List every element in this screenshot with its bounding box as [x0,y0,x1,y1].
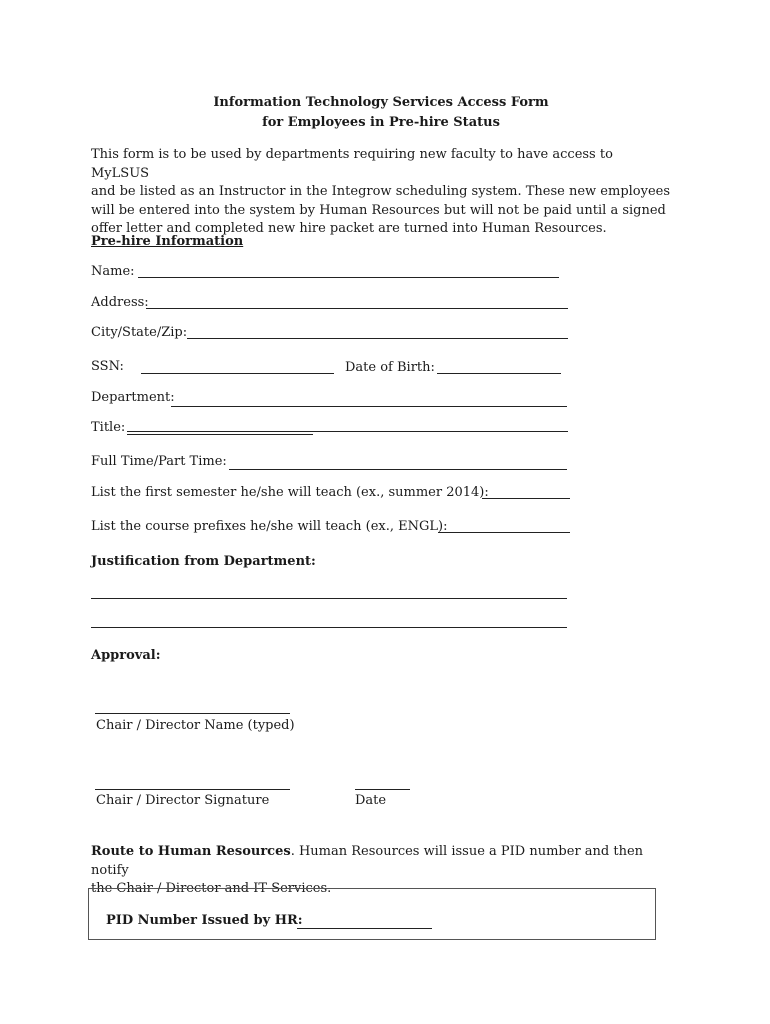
intro-line: and be listed as an Instructor in the Integrow scheduling system. These new employees [91,184,671,199]
intro-line: This form is to be used by departments requiring new faculty to have access to MyLSUS [91,147,613,181]
name-label: Name: [91,264,135,279]
course-prefixes-field[interactable] [438,518,570,533]
full-part-time-field[interactable] [229,455,567,470]
city-state-zip-label: City/State/Zip: [91,325,188,340]
title-field-underline [127,420,313,435]
justification-line-1[interactable] [91,584,567,599]
intro-line: offer letter and completed new hire packet are turned into Human Resources. [91,221,607,236]
first-semester-field[interactable] [482,484,570,499]
route-text: . Human Resources will issue a PID number and then notify [91,844,644,878]
prehire-heading: Pre-hire Information [91,234,244,249]
address-label: Address: [91,295,149,310]
route-bold: Route to Human Resources [91,844,291,859]
dob-field[interactable] [437,359,561,374]
route-text-line2: the Chair / Director and IT Services. [91,881,332,896]
ssn-label: SSN: [91,359,124,374]
chair-name-label: Chair / Director Name (typed) [96,718,295,733]
approval-heading: Approval: [91,648,161,663]
justification-heading: Justification from Department: [91,554,316,569]
intro-line: will be entered into the system by Human Resources but will not be paid until a signed [91,202,666,218]
city-state-zip-field[interactable] [187,324,568,339]
justification-line-2[interactable] [91,613,567,628]
chair-signature-line[interactable] [95,775,290,790]
date-label: Date [355,793,387,808]
name-field[interactable] [138,263,559,278]
chair-signature-label: Chair / Director Signature [96,793,270,808]
form-title-line1: Information Technology Services Access Form [213,95,549,110]
pid-label: PID Number Issued by HR: [106,913,303,928]
pid-field[interactable] [297,914,432,929]
ssn-field[interactable] [141,359,334,374]
full-part-time-label: Full Time/Part Time: [91,454,227,469]
department-label: Department: [91,390,175,405]
chair-name-line[interactable] [95,699,290,714]
first-semester-label: List the first semester he/she will teach (ex., summer 2014): [91,485,489,500]
date-line[interactable] [355,775,410,790]
form-title-line2: for Employees in Pre-hire Status [262,115,500,130]
intro-paragraph [91,146,671,239]
department-field[interactable] [171,392,567,407]
address-field[interactable] [146,294,568,309]
course-prefixes-label: List the course prefixes he/she will teach (ex., ENGL): [91,519,448,534]
dob-label: Date of Birth: [345,360,435,375]
title-label: Title: [91,420,126,435]
